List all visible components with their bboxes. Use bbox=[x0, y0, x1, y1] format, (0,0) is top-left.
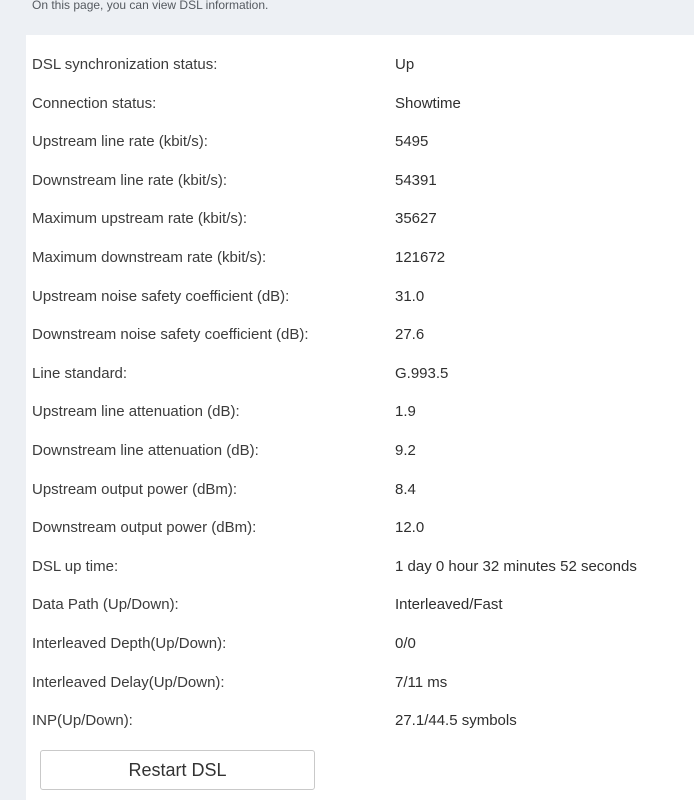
info-row-upstream-attenuation bbox=[32, 393, 692, 432]
info-label: DSL up time: bbox=[32, 557, 119, 575]
info-row-inp bbox=[32, 702, 692, 741]
info-value: 5495 bbox=[395, 133, 429, 151]
info-value: Interleaved/Fast bbox=[395, 596, 503, 614]
info-label: Upstream output power (dBm): bbox=[32, 480, 238, 498]
info-label: Line standard: bbox=[32, 364, 128, 382]
info-row-upstream-rate bbox=[32, 123, 692, 162]
info-row-line-standard bbox=[32, 355, 692, 394]
page-description: On this page, you can view DSL information. bbox=[32, 0, 269, 12]
info-label: Downstream line rate (kbit/s): bbox=[32, 171, 228, 189]
info-label: Upstream noise safety coefficient (dB): bbox=[32, 287, 290, 305]
info-label: Maximum upstream rate (kbit/s): bbox=[32, 210, 248, 228]
info-value: 1 day 0 hour 32 minutes 52 seconds bbox=[395, 557, 637, 575]
info-row-connection-status bbox=[32, 85, 692, 124]
restart-dsl-button[interactable]: Restart DSL bbox=[40, 750, 315, 790]
info-value: 8.4 bbox=[395, 480, 416, 498]
info-row-downstream-rate bbox=[32, 162, 692, 201]
info-label: Downstream line attenuation (dB): bbox=[32, 441, 259, 459]
info-row-upstream-output-power bbox=[32, 471, 692, 510]
dsl-info-table bbox=[32, 46, 692, 741]
info-row-sync-status bbox=[32, 46, 692, 85]
info-value: 9.2 bbox=[395, 441, 416, 459]
info-label: Data Path (Up/Down): bbox=[32, 596, 179, 614]
info-row-max-upstream-rate bbox=[32, 200, 692, 239]
info-value: 0/0 bbox=[395, 634, 416, 652]
info-label: Maximum downstream rate (kbit/s): bbox=[32, 248, 267, 266]
info-label: Interleaved Depth(Up/Down): bbox=[32, 634, 227, 652]
info-row-interleaved-delay bbox=[32, 664, 692, 703]
info-value: 35627 bbox=[395, 210, 437, 228]
info-label: Downstream output power (dBm): bbox=[32, 519, 257, 537]
info-value: 7/11 ms bbox=[395, 673, 448, 691]
info-row-upstream-noise-margin bbox=[32, 278, 692, 317]
info-label: Upstream line attenuation (dB): bbox=[32, 403, 240, 421]
info-value: 27.6 bbox=[395, 326, 425, 344]
info-value: 121672 bbox=[395, 248, 446, 266]
info-row-max-downstream-rate bbox=[32, 239, 692, 278]
info-row-interleaved-depth bbox=[32, 625, 692, 664]
info-row-downstream-attenuation bbox=[32, 432, 692, 471]
info-label: Interleaved Delay(Up/Down): bbox=[32, 673, 225, 691]
info-label: Downstream noise safety coefficient (dB): bbox=[32, 326, 309, 344]
info-value: 54391 bbox=[395, 171, 437, 189]
info-value: 1.9 bbox=[395, 403, 416, 421]
info-label: DSL synchronization status: bbox=[32, 56, 218, 73]
info-value: 31.0 bbox=[395, 287, 425, 305]
info-row-downstream-output-power bbox=[32, 509, 692, 548]
info-label: Upstream line rate (kbit/s): bbox=[32, 133, 208, 151]
info-value: G.993.5 bbox=[395, 364, 449, 382]
info-row-downstream-noise-margin bbox=[32, 316, 692, 355]
dsl-info-panel bbox=[26, 35, 694, 800]
info-value: 27.1/44.5 symbols bbox=[395, 712, 517, 730]
info-value: 12.0 bbox=[395, 519, 425, 537]
info-row-dsl-uptime bbox=[32, 548, 692, 587]
info-label: INP(Up/Down): bbox=[32, 712, 133, 730]
info-label: Connection status: bbox=[32, 94, 157, 112]
info-value: Showtime bbox=[395, 94, 461, 112]
info-row-data-path bbox=[32, 586, 692, 625]
info-value: Up bbox=[395, 56, 415, 73]
